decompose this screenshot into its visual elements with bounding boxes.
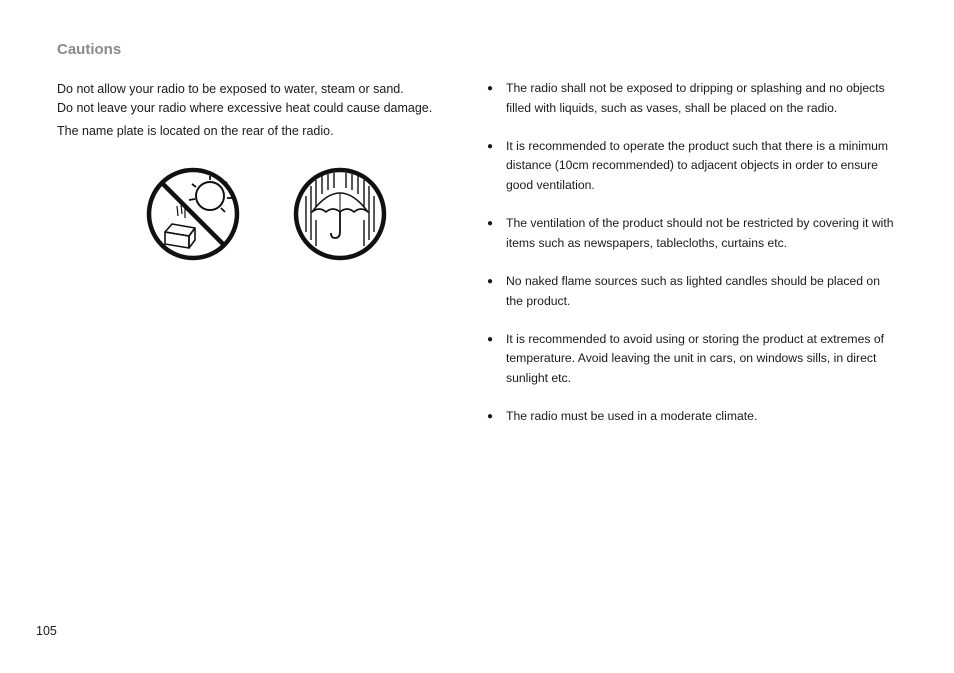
list-item-text: No naked flame sources such as lighted candles should be placed on the product.	[506, 273, 880, 308]
list-item	[487, 272, 899, 311]
list-item	[487, 79, 899, 118]
list-item	[487, 214, 899, 253]
list-item-text: The radio must be used in a moderate climate.	[506, 409, 758, 424]
bullet-icon: ●	[487, 83, 494, 94]
list-item	[487, 330, 899, 389]
keep-dry-umbrella-icon	[292, 166, 388, 262]
list-item-text: The radio shall not be exposed to dripping or splashing and no objects filled with liquids, such as vases, shall be placed on the radio.	[506, 81, 885, 115]
list-item-text: The ventilation of the product should not be restricted by covering it with items such as newspapers, tablecloths, curtains etc.	[506, 216, 894, 250]
bullet-icon: ●	[487, 275, 494, 287]
caution-icons	[145, 166, 390, 264]
caution-list	[487, 79, 899, 445]
no-heat-prohibition-icon	[145, 166, 241, 262]
heat-caution-text: Do not leave your radio where excessive heat could cause damage.	[57, 101, 433, 115]
water-caution-text: Do not allow your radio to be exposed to water, steam or sand.	[57, 82, 404, 96]
list-item-text: It is recommended to operate the product such that there is a minimum distance (10cm recommended) to adjacent objects in order to ensure good ventilation.	[506, 138, 889, 192]
bullet-icon: ●	[487, 333, 494, 345]
bullet-icon: ●	[487, 411, 494, 423]
intro-text	[57, 80, 457, 141]
bullet-icon: ●	[487, 140, 494, 152]
bullet-icon: ●	[487, 218, 494, 230]
list-item	[487, 407, 899, 427]
page-title: Cautions	[57, 41, 122, 58]
list-item	[487, 137, 899, 196]
page-number: 105	[36, 624, 57, 638]
name-plate-text: The name plate is located on the rear of the radio.	[57, 124, 334, 138]
list-item-text: It is recommended to avoid using or storing the product at extremes of temperature. Avoid leaving the unit in cars, on windows sills, in direct sunlight etc.	[506, 331, 885, 385]
